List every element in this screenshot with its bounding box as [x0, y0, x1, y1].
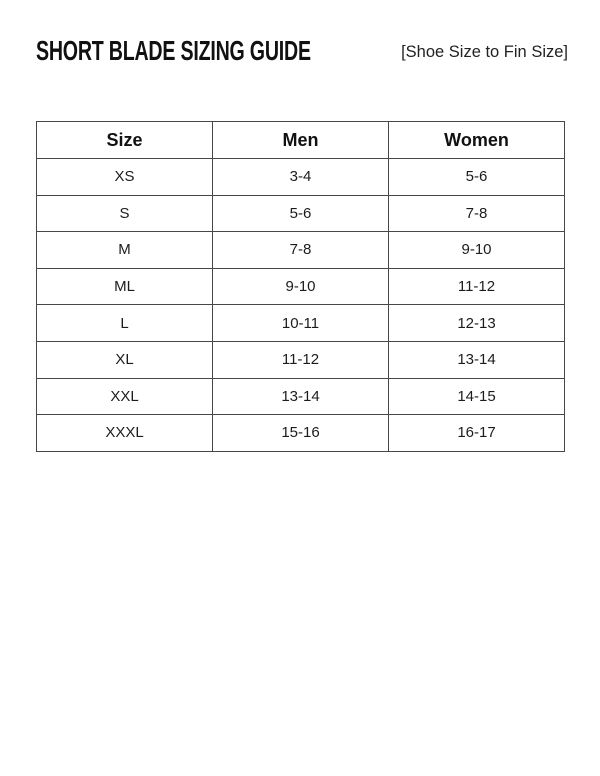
women-cell: 5-6	[389, 159, 565, 196]
sizing-table	[36, 121, 565, 452]
page-subtitle: [Shoe Size to Fin Size]	[401, 43, 568, 61]
women-cell: 7-8	[389, 195, 565, 232]
table-header	[37, 122, 565, 159]
men-cell: 7-8	[213, 232, 389, 269]
men-cell: 13-14	[213, 378, 389, 415]
women-cell: 12-13	[389, 305, 565, 342]
table-row	[37, 415, 565, 452]
men-cell: 15-16	[213, 415, 389, 452]
size-cell: M	[37, 232, 213, 269]
size-cell: XS	[37, 159, 213, 196]
column-header-women: Women	[389, 122, 565, 159]
women-cell: 9-10	[389, 232, 565, 269]
size-cell: XXL	[37, 378, 213, 415]
women-cell: 14-15	[389, 378, 565, 415]
table-row	[37, 341, 565, 378]
table-body	[37, 159, 565, 452]
size-cell: L	[37, 305, 213, 342]
men-cell: 9-10	[213, 268, 389, 305]
men-cell: 5-6	[213, 195, 389, 232]
table-row	[37, 305, 565, 342]
column-header-men: Men	[213, 122, 389, 159]
page-header	[36, 37, 568, 64]
size-cell: XXXL	[37, 415, 213, 452]
page-title: SHORT BLADE SIZING GUIDE	[36, 35, 311, 66]
size-cell: ML	[37, 268, 213, 305]
table-row	[37, 268, 565, 305]
size-cell: XL	[37, 341, 213, 378]
table-row	[37, 232, 565, 269]
women-cell: 13-14	[389, 341, 565, 378]
header-row	[37, 122, 565, 159]
men-cell: 3-4	[213, 159, 389, 196]
table-row	[37, 378, 565, 415]
table-row	[37, 195, 565, 232]
men-cell: 10-11	[213, 305, 389, 342]
table-row	[37, 159, 565, 196]
women-cell: 16-17	[389, 415, 565, 452]
men-cell: 11-12	[213, 341, 389, 378]
column-header-size: Size	[37, 122, 213, 159]
size-cell: S	[37, 195, 213, 232]
women-cell: 11-12	[389, 268, 565, 305]
